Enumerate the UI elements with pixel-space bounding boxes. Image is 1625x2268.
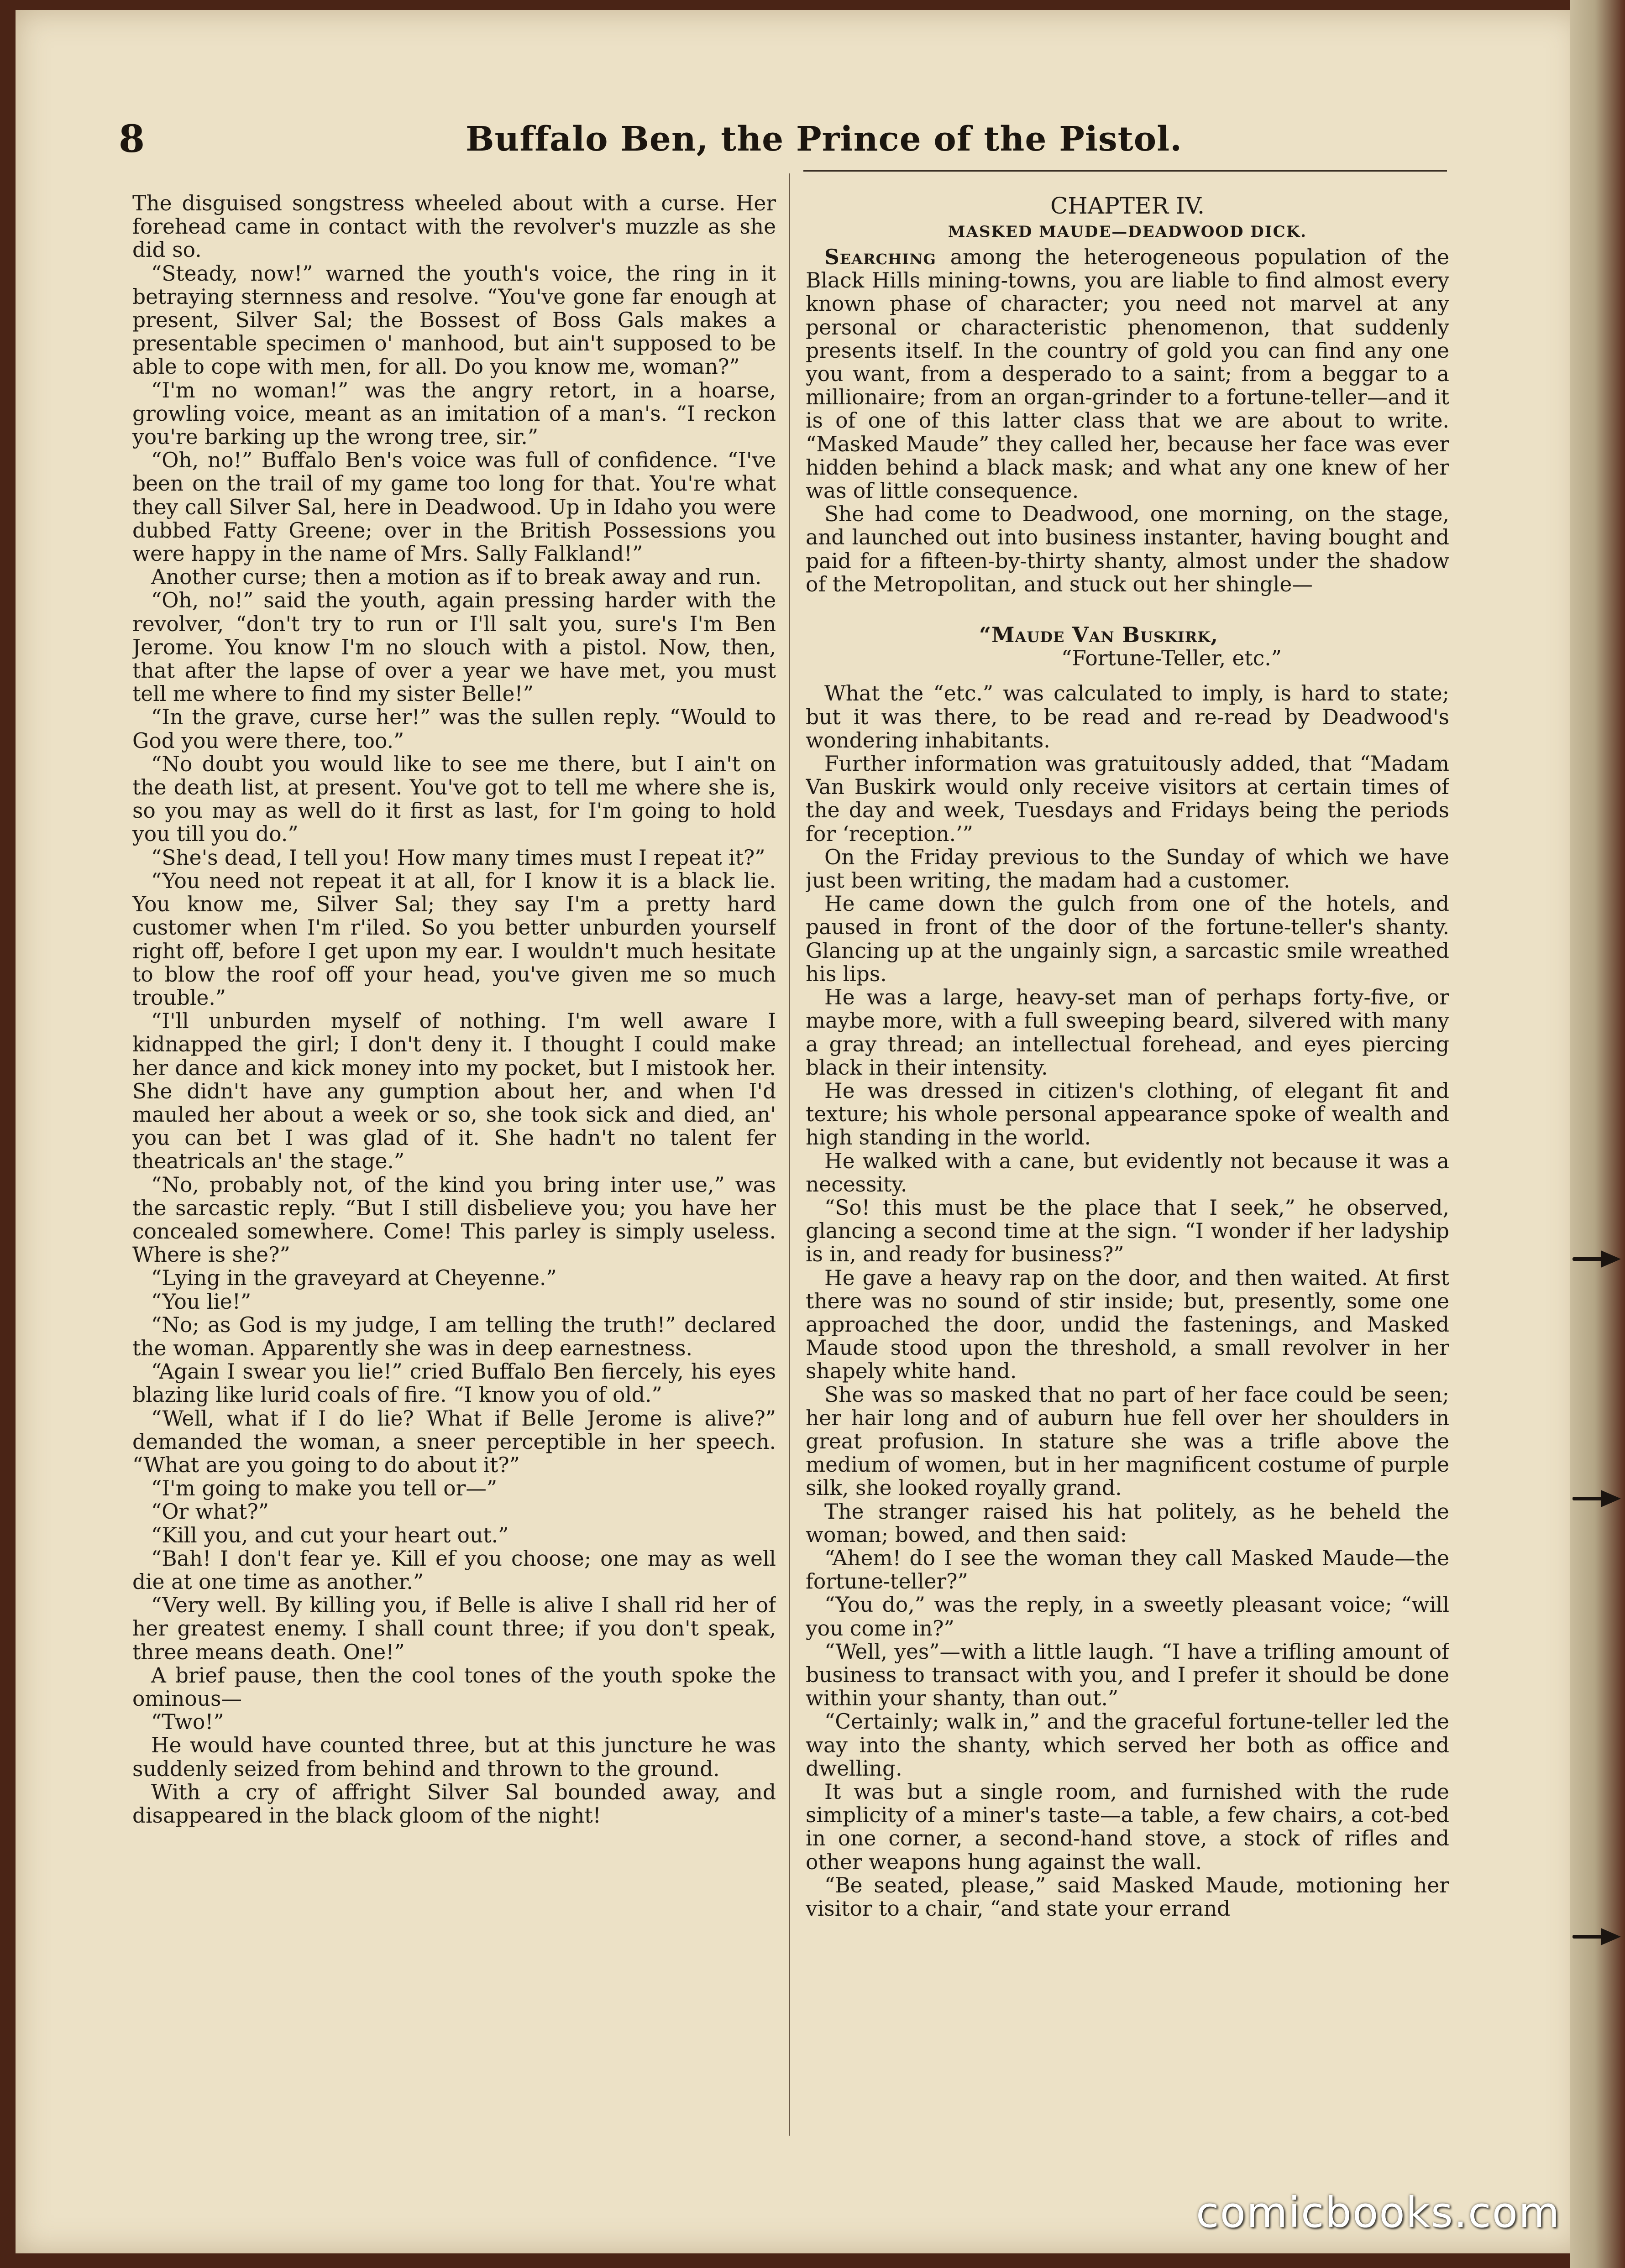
opening-word: Searching (824, 245, 936, 269)
paragraph: “In the grave, curse her!” was the sullen reply. “Would to God you were there, too.” (132, 705, 776, 753)
paragraph: He was dressed in citizen's clothing, of elegant fit and texture; his whole personal appearance spoke of wealth and high standing in the world. (806, 1078, 1449, 1150)
paragraph: “Kill you, and cut your heart out.” (151, 1523, 509, 1547)
paragraph: “You need not repeat it at all, for I know it is a black lie. You know me, Silver Sal; they say I'm a pretty hard customer when I'm r'iled. So you better unburden yourself right off, before I get upon my ear. I wouldn't much hesitate to blow the roof off your head, you've given me so much trouble.” (132, 868, 776, 1010)
paragraph: “I'll unburden myself of nothing. I'm well aware I kidnapped the girl; I don't deny it. I thought I could make her dance and kick money into my pocket, but I mistook her. She didn't have any gumption about her, and when I'd mauled her about a week or so, she took sick and died, an' you can bet I was glad of it. She hadn't no talent fer theatricals an' the stage.” (132, 1009, 776, 1174)
opening-text: among the heterogeneous population of the Black Hills mining-towns, you are liable to find almost every known phase of character; you need not marvel at any personal or characteristic phenomenon, that suddenly presents itself. In the country of gold you can find any one you want, from a desperado to a saint; from a beggar to a millionaire; from an organ-grinder to a fortune-teller—and it is of one of this latter class that we are about to write. “Masked Maude” they called her, because her face was ever hidden behind a black mask; and what any one knew of her was of little consequence. (806, 245, 1449, 503)
paragraph: She was so masked that no part of her face could be seen; her hair long and of auburn hue fell over her shoulders in great profusion. In stature she was a trifle above the medium of women, but in her magnificent costume of purple silk, she looked royally grand. (806, 1382, 1449, 1500)
column-divider (789, 173, 790, 2136)
paragraph: He came down the gulch from one of the hotels, and paused in front of the door of the fortune-teller's shanty. Glancing up at the ungainly sign, a sarcastic smile wreathed his lips. (806, 892, 1449, 986)
paragraph: “You do,” was the reply, in a sweetly pleasant voice; “will you come in?” (806, 1593, 1449, 1641)
paragraph: “Well, yes”—with a little laugh. “I have a trifling amount of business to transact with you, and I prefer it should be done within your shanty, than out.” (806, 1639, 1449, 1711)
shingle-sign-name: “Maude Van Buskirk, (979, 622, 1218, 648)
paragraph: “No doubt you would like to see me there, but I ain't on the death list, at present. You've got to tell me where she is, so you may as well do it first as last, for I'm going to hold you till you do.” (132, 752, 776, 847)
paragraph: “Be seated, please,” said Masked Maude, motioning her visitor to a chair, “and state your errand (806, 1873, 1449, 1921)
shingle-sign-title: “Fortune-Teller, etc.” (1061, 646, 1282, 671)
opening-paragraph (806, 246, 1449, 502)
paragraph: “I'm no woman!” was the angry retort, in a hoarse, growling voice, meant as an imitation of a man's. “I reckon you're barking up the wrong tree, sir.” (132, 378, 776, 449)
paragraph: “Oh, no!” Buffalo Ben's voice was full of confidence. “I've been on the trail of my game too long for that. You're what they call Silver Sal, here in Deadwood. Up in Idaho you were dubbed Fatty Greene; over in the British Possessions you were happy in the name of Mrs. Sally Falkland!” (132, 448, 776, 566)
paragraph: The disguised songstress wheeled about with a curse. Her forehead came in contact with the revolver's muzzle as she did so. (132, 192, 776, 262)
right-column (806, 192, 1449, 2131)
paragraph: He would have counted three, but at this juncture he was suddenly seized from behind and thrown to the ground. (132, 1733, 776, 1781)
paragraph: What the “etc.” was calculated to imply, is hard to state; but it was there, to be read and re-read by Deadwood's wondering inhabitants. (806, 681, 1449, 753)
page-number: 8 (119, 117, 145, 161)
paragraph: “Oh, no!” said the youth, again pressing harder with the revolver, “don't try to run or I'll salt you, sure's I'm Ben Jerome. You know I'm no slouch with a pistol. Now, then, that after the lapse of over a year we have met, you must tell me where to find my sister Belle!” (132, 588, 776, 706)
paragraph: “So! this must be the place that I seek,” he observed, glancing a second time at the sign. “I wonder if her ladyship is in, and ready for business?” (806, 1195, 1449, 1267)
paragraph: The stranger raised his hat politely, as he beheld the woman; bowed, and then said: (806, 1499, 1449, 1547)
staple-icon (1573, 1928, 1625, 1945)
staple-icon (1573, 1250, 1625, 1268)
paragraph: She had come to Deadwood, one morning, on the stage, and launched out into business instanter, having bought and paid for a fifteen-by-thirty shanty, almost under the shadow of the Metropolitan, and stuck out her shingle— (806, 502, 1449, 596)
paragraph: “Certainly; walk in,” and the graceful fortune-teller led the way into the shanty, which served her both as office and dwelling. (806, 1709, 1449, 1781)
header-rule (803, 170, 1447, 172)
paragraph: It was but a single room, and furnished with the rude simplicity of a miner's taste—a table, a few chairs, a cot-bed in one corner, a second-hand stove, a stock of rifles and other weapons hung against the wall. (806, 1780, 1449, 1874)
paragraph: Another curse; then a motion as if to break away and run. (151, 565, 762, 590)
watermark: comicbooks.com (1196, 2188, 1561, 2237)
paragraph: “Bah! I don't fear ye. Kill ef you choose; one may as well die at one time as another.” (132, 1546, 776, 1594)
paragraph: “Well, what if I do lie? What if Belle Jerome is alive?” demanded the woman, a sneer perceptible in her speech. “What are you going to do about it?” (132, 1406, 776, 1477)
paragraph: “Two!” (151, 1710, 224, 1735)
paragraph: “No; as God is my judge, I am telling the truth!” declared the woman. Apparently she was in deep earnestness. (132, 1312, 776, 1360)
chapter-subheading: MASKED MAUDE—DEADWOOD DICK. (948, 223, 1307, 241)
paragraph: “Lying in the graveyard at Cheyenne.” (151, 1266, 557, 1291)
paragraph: On the Friday previous to the Sunday of which we have just been writing, the madam had a customer. (806, 845, 1449, 893)
paragraph: With a cry of affright Silver Sal bounded away, and disappeared in the black gloom of the night! (132, 1780, 776, 1828)
paragraph: “Ahem! do I see the woman they call Masked Maude—the fortune-teller?” (806, 1546, 1449, 1594)
paragraph: “I'm going to make you tell or—” (151, 1476, 498, 1501)
paragraph: “No, probably not, of the kind you bring inter use,” was the sarcastic reply. “But I still disbelieve you; you have her concealed somewhere. Come! This parley is simply useless. Where is she?” (132, 1172, 776, 1267)
left-column (132, 192, 776, 2131)
paragraph: “Again I swear you lie!” cried Buffalo Ben fiercely, his eyes blazing like lurid coals of fire. “I know you of old.” (132, 1359, 776, 1407)
paragraph: “You lie!” (151, 1289, 252, 1314)
paragraph: “Steady, now!” warned the youth's voice, the ring in it betraying sternness and resolve. “You've gone far enough at present, Silver Sal; the Bossest of Boss Gals makes a presentable specimen o' manhood, but ain't supposed to be able to cope with men, for all. Do you know me, woman?” (132, 261, 776, 379)
paragraph: Further information was gratuitously added, that “Madam Van Buskirk would only receive visitors at certain times of the day and week, Tuesdays and Fridays being the periods for ‘reception.’” (806, 752, 1449, 846)
page-header (119, 114, 1442, 169)
running-title: Buffalo Ben, the Prince of the Pistol. (466, 120, 1183, 159)
staple-icon (1573, 1490, 1625, 1507)
chapter-heading: CHAPTER IV. (1050, 193, 1205, 219)
paragraph: He gave a heavy rap on the door, and then waited. At first there was no sound of stir inside; but, presently, some one approached the door, undid the fastenings, and Masked Maude stood upon the threshold, a small revolver in her shapely white hand. (806, 1265, 1449, 1384)
paragraph: “Or what?” (151, 1500, 269, 1524)
paragraph: He walked with a cane, but evidently not because it was a necessity. (806, 1149, 1449, 1197)
paragraph: “She's dead, I tell you! How many times must I repeat it?” (151, 845, 765, 870)
paragraph: “Very well. By killing you, if Belle is alive I shall rid her of her greatest enemy. I shall count three; if you don't speak, three means death. One!” (132, 1593, 776, 1664)
paragraph: He was a large, heavy-set man of perhaps forty-five, or maybe more, with a full sweeping beard, silvered with many a gray thread; an intellectual forehead, and eyes piercing black in their intensity. (806, 985, 1449, 1080)
paragraph: A brief pause, then the cool tones of the youth spoke the ominous— (132, 1663, 776, 1711)
